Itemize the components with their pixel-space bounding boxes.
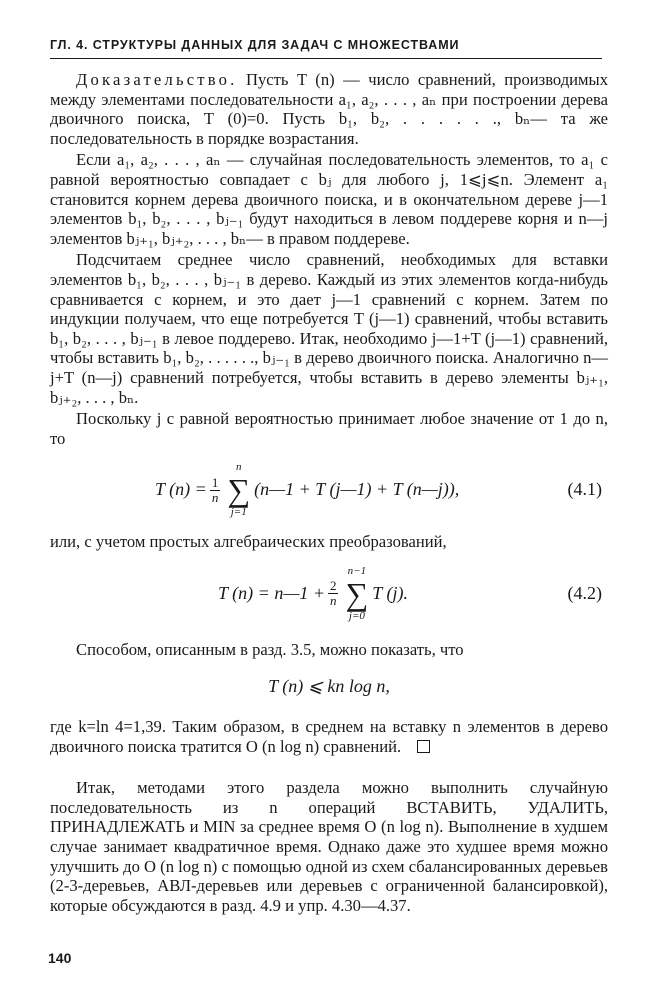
paragraph-summary: Итак, методами этого раздела можно выполнить случайную последовательность из n операций ВСТАВИТЬ, УДАЛИТЬ, ПРИНАДЛЕЖАТЬ и MIN за среднее время O (n log n). Выполнение в худшем случае занимает квадратичное время. Однако даже это худшее время можно улучшить до O (n log n) с помощью одной из схем сбалансированных деревьев (2-3-деревьев, АВЛ-деревьев или деревьев с ограниченной балансировкой), которые обсуждаются в разд. 4.9 и упр. 4.30—4.37. [50,778,608,915]
formula-4-2 [50,552,608,636]
fraction: $\frac{2}{n}$ [329,578,337,609]
running-header: ГЛ. 4. СТРУКТУРЫ ДАННЫХ ДЛЯ ЗАДАЧ С МНОЖЕСТВАМИ [50,38,602,59]
proof-label: Доказательство. [76,70,238,89]
fraction: $\frac{1}{n}$ [211,474,219,505]
paragraph-text: Пусть T (n) — число сравнений, производимых между элементами последовательности a₁, a₂, . . . , aₙ при построении дерева двоичного поиска, T (0)=0. Пусть b₁, b₂, . . . . . ., bₙ— та же последовательность в порядке возрастания. [50,70,608,148]
formula-4-1 [50,448,608,532]
qed-square-icon [417,740,430,753]
sum-sign: n ∑ j=1 [227,461,251,519]
paragraph-method: Способом, описанным в разд. 3.5, можно показать, что [76,639,464,659]
formula-body: (n—1 + T (j—1) + T (n—j)), [254,479,460,500]
paragraph-conclusion [50,717,608,756]
formula-lhs: T (n) = [155,479,207,500]
sum-sign: n−1 ∑ j=0 [345,564,369,622]
page-number: 140 [48,950,72,966]
paragraph-comparison-count: Подсчитаем среднее число сравнений, необходимых для вставки элементов b₁, b₂, . . . , bⱼ₋₁ в дерево. Каждый из этих элементов когда-нибудь сравнивается с корнем, и это дает j—1 сравнений с корнем. Затем по индукции получаем, что еще потребуется T (j—1) сравнений, чтобы вставить b₁, b₂, . . . , bⱼ₋₁ в левое поддерево. Итак, необходимо j—1+T (j—1) сравнений, чтобы вставить b₁, b₂, . . . . . ., bⱼ₋₁ в дерево двоичного поиска. Аналогично n—j+T (n—j) сравнений потребуется, чтобы вставить в дерево элементы bⱼ₊₁, bⱼ₊₂, . . . , bₙ. [50,250,608,407]
paragraph-proof-intro [50,70,608,148]
equation-number: (4.1) [567,479,602,500]
paragraph-probability: Поскольку j с равной вероятностью принимает любое значение от 1 до n, то [50,409,608,448]
paragraph-algebra: или, с учетом простых алгебраических преобразований, [50,532,447,552]
formula-bound: T (n) ⩽ kn log n, [268,676,390,697]
body-text [50,70,608,915]
paragraph-random-sequence: Если a₁, a₂, . . . , aₙ — случайная последовательность элементов, то a₁ с равной вероятностью совпадает с bⱼ для любого j, 1⩽j⩽n. Элемент a₁ становится корнем дерева двоичного поиска, и в окончательном дереве j—1 элементов b₁, b₂, . . . , bⱼ₋₁ будут находиться в левом поддереве корня и n—j элементов bⱼ₊₁, bⱼ₊₂, . . . , bₙ— в правом поддереве. [50,150,608,248]
formula-lhs: T (n) = n—1 + [218,583,325,604]
equation-number: (4.2) [567,583,602,604]
conclusion-text: где k=ln 4=1,39. Таким образом, в среднем на вставку n элементов в дерево двоичного поиска тратится O (n log n) сравнений. [50,717,608,756]
formula-body: T (j). [372,583,408,604]
